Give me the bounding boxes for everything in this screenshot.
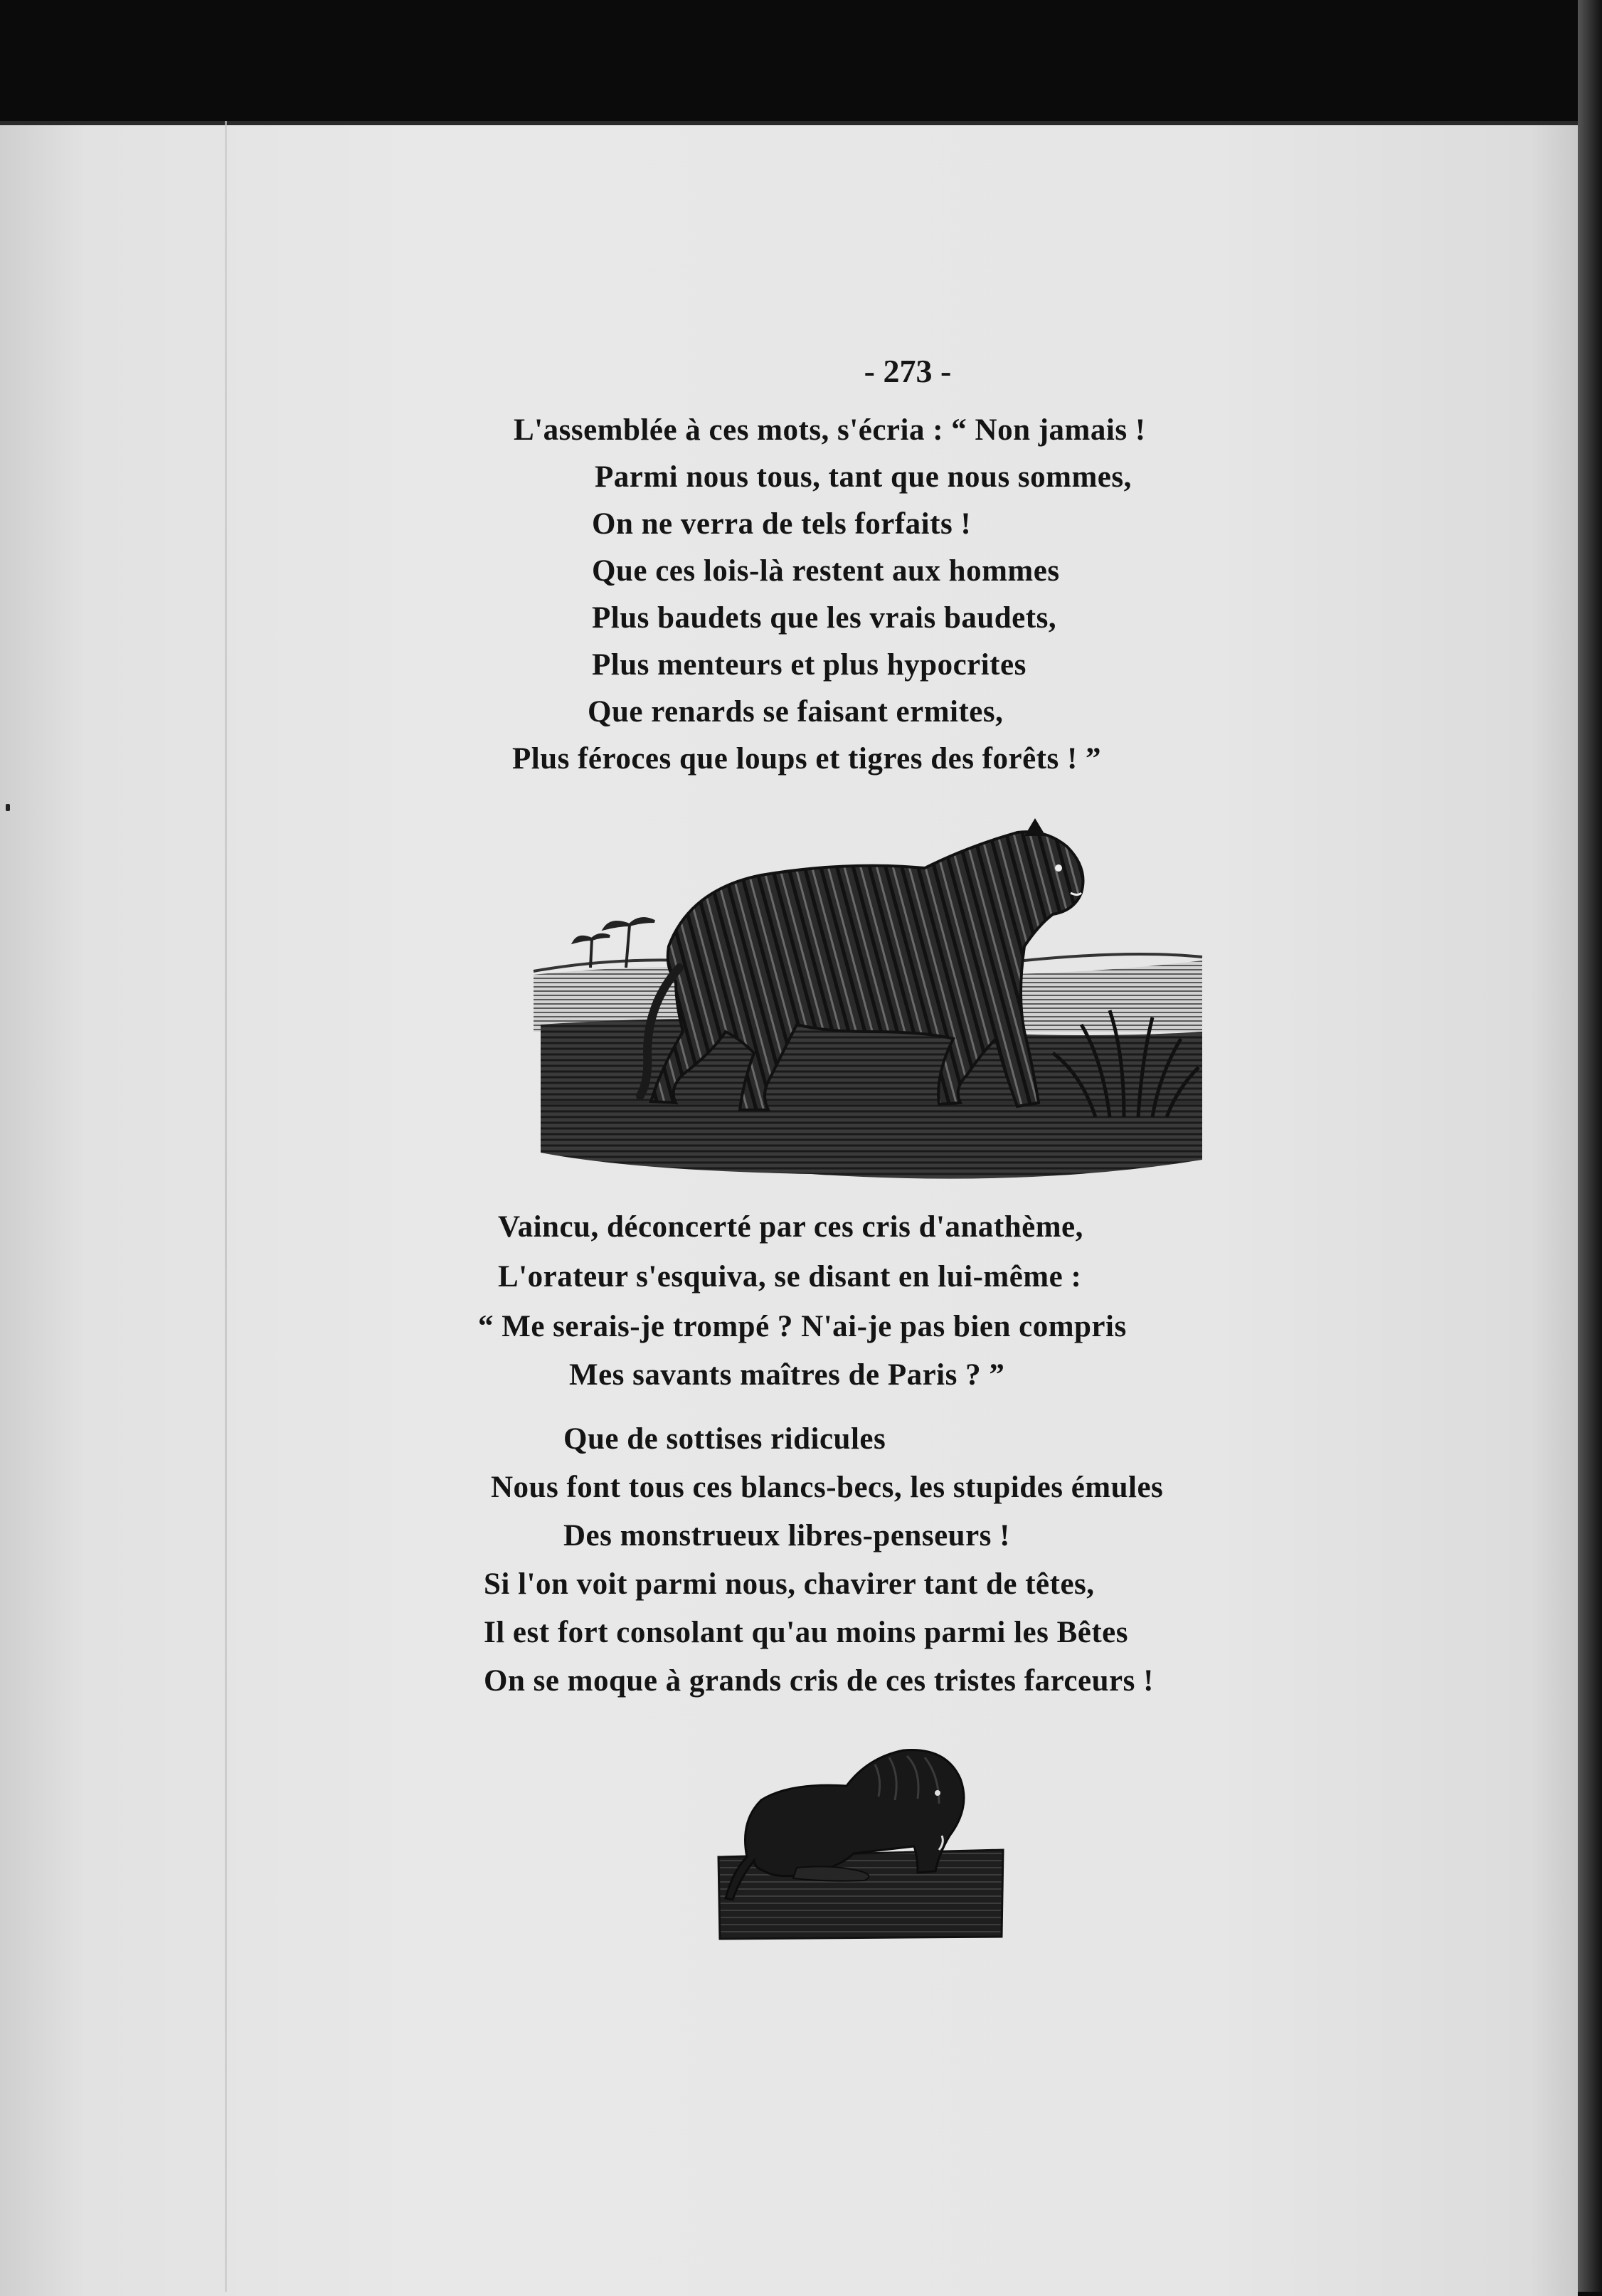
verse-line: Plus féroces que loups et tigres des forêts ! ”	[512, 742, 1102, 776]
verse-line: On ne verra de tels forfaits !	[592, 507, 972, 541]
verse-line: Il est fort consolant qu'au moins parmi les Bêtes	[484, 1616, 1128, 1649]
tiger-woodcut-illustration	[526, 818, 1209, 1188]
verse-line: Plus menteurs et plus hypocrites	[592, 648, 1027, 682]
verse-line: L'orateur s'esquiva, se disant en lui-même :	[498, 1260, 1082, 1294]
lion-vignette-illustration	[711, 1736, 1010, 1942]
scan-speck	[6, 804, 10, 811]
verse-line: L'assemblée à ces mots, s'écria : “ Non jamais !	[514, 413, 1146, 447]
page-gutter	[225, 121, 227, 2292]
page-number: - 273 -	[864, 353, 952, 389]
verse-line: Que ces lois-là restent aux hommes	[592, 554, 1060, 588]
verse-line: Des monstrueux libres-penseurs !	[563, 1519, 1010, 1552]
verse-line: Si l'on voit parmi nous, chavirer tant de têtes,	[484, 1567, 1095, 1601]
verse-line: Vaincu, déconcerté par ces cris d'anathème,	[498, 1210, 1083, 1244]
verse-line: Mes savants maîtres de Paris ? ”	[569, 1358, 1005, 1392]
verse-line: Nous font tous ces blancs-becs, les stupides émules	[491, 1471, 1164, 1504]
page-edge-shadow	[1578, 0, 1602, 2292]
verse-line: Plus baudets que les vrais baudets,	[592, 601, 1057, 635]
verse-line: Que de sottises ridicules	[563, 1422, 886, 1456]
verse-line: “ Me serais-je trompé ? N'ai-je pas bien compris	[478, 1310, 1127, 1343]
verse-line: Parmi nous tous, tant que nous sommes,	[595, 460, 1132, 494]
verse-line: On se moque à grands cris de ces tristes farceurs !	[484, 1664, 1154, 1698]
verse-line: Que renards se faisant ermites,	[588, 695, 1004, 729]
